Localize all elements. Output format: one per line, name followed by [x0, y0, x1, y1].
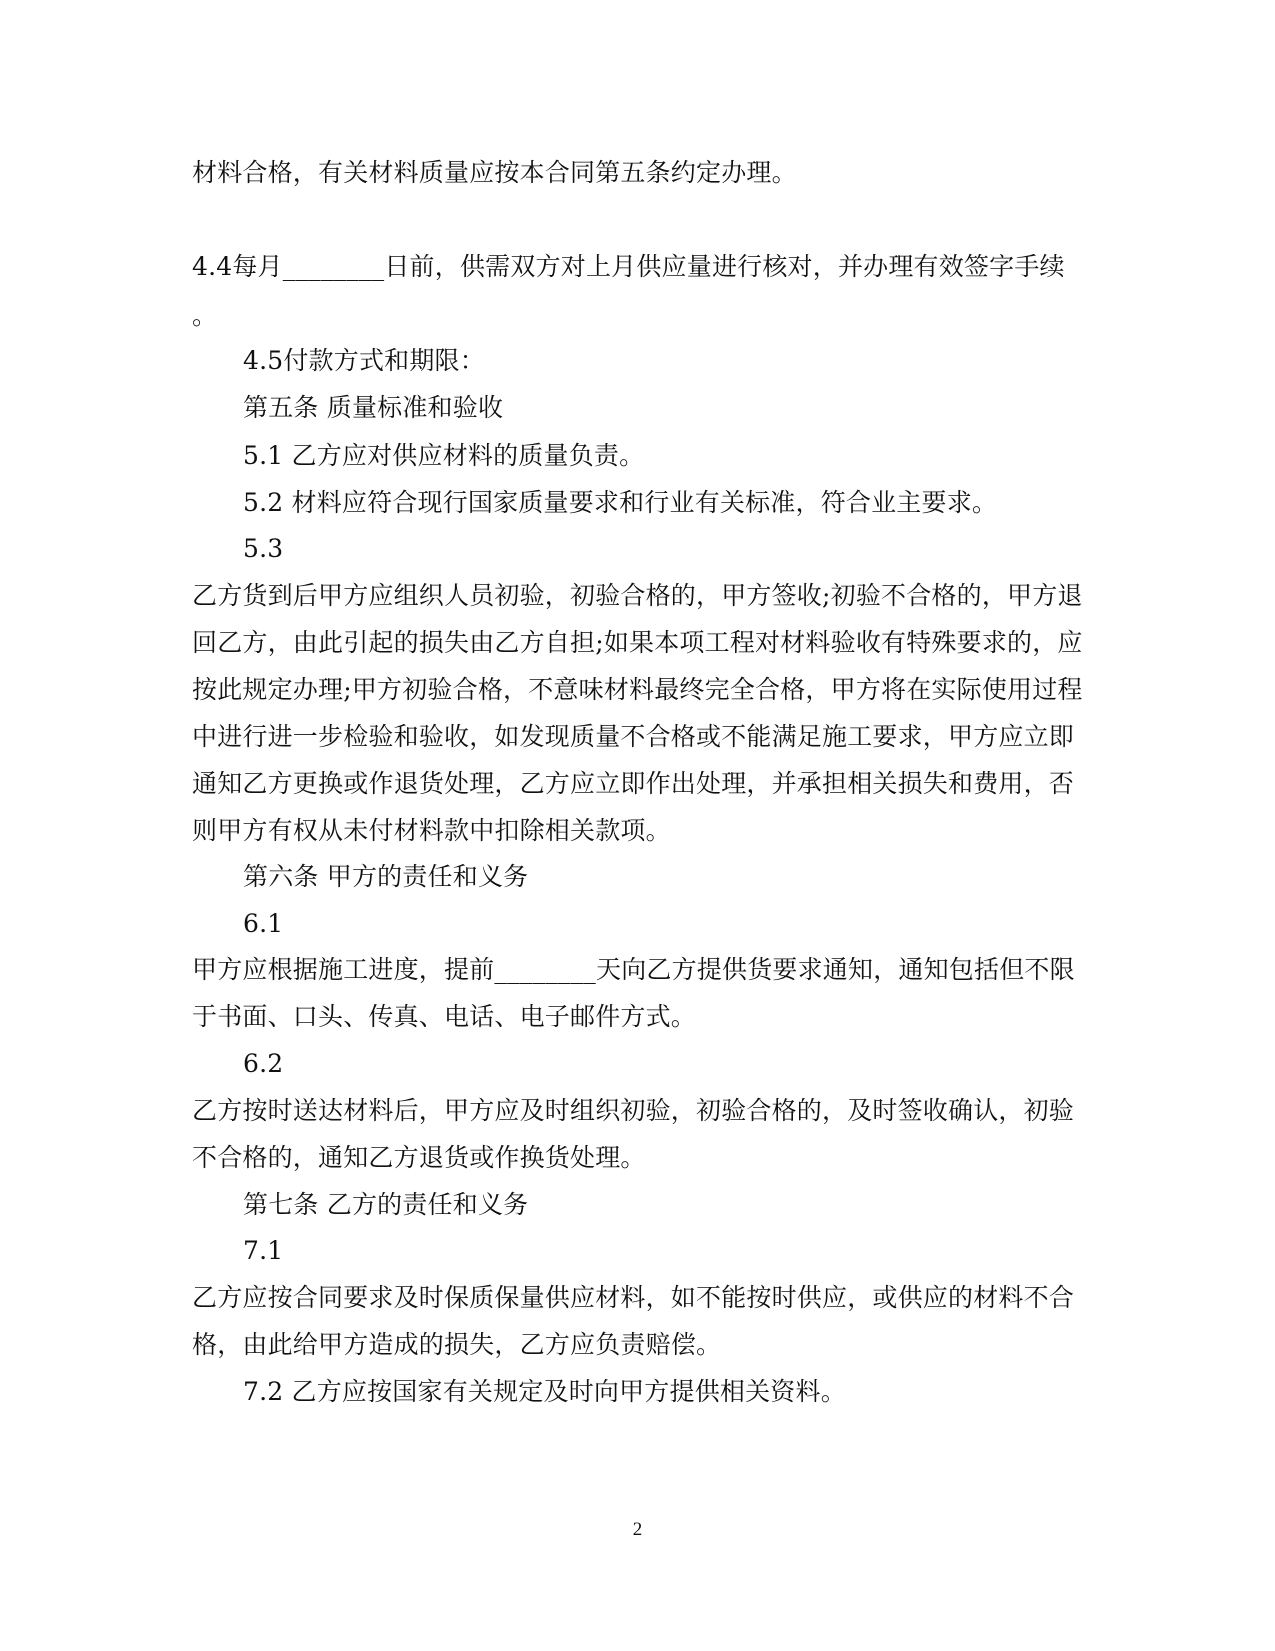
- text-line: 于书面、口头、传真、电话、电子邮件方式。: [192, 1002, 697, 1031]
- text-line: 格，由此给甲方造成的损失，乙方应负责赔偿。: [192, 1330, 722, 1359]
- text-line: 5.2 材料应符合现行国家质量要求和行业有关标准，符合业主要求。: [243, 488, 998, 517]
- clause-number: 5.3: [243, 534, 284, 563]
- text-line: 回乙方，由此引起的损失由乙方自担;如果本项工程对材料验收有特殊要求的，应: [192, 628, 1083, 657]
- page-number: 2: [632, 1519, 643, 1540]
- text-line: 乙方按时送达材料后，甲方应及时组织初验，初验合格的，及时签收确认，初验: [192, 1096, 1075, 1125]
- text-line: 4.5付款方式和期限：: [243, 346, 485, 375]
- text-line: 中进行进一步检验和验收，如发现质量不合格或不能满足施工要求，甲方应立即: [192, 722, 1075, 751]
- text-line: 4.4每月________日前，供需双方对上月供应量进行核对，并办理有效签字手续: [192, 252, 1065, 281]
- section-heading: 第六条 甲方的责任和义务: [243, 862, 529, 891]
- text-line: 则甲方有权从未付材料款中扣除相关款项。: [192, 816, 671, 845]
- text-line: 按此规定办理;甲方初验合格，不意味材料最终完全合格，甲方将在实际使用过程: [192, 675, 1083, 704]
- text-line: 5.1 乙方应对供应材料的质量负责。: [243, 441, 645, 470]
- text-line: 材料合格，有关材料质量应按本合同第五条约定办理。: [192, 158, 797, 187]
- section-heading: 第七条 乙方的责任和义务: [243, 1190, 529, 1219]
- text-line: 不合格的，通知乙方退货或作换货处理。: [192, 1143, 646, 1172]
- text-line: 7.2 乙方应按国家有关规定及时向甲方提供相关资料。: [243, 1377, 846, 1406]
- text-line: 乙方应按合同要求及时保质保量供应材料，如不能按时供应，或供应的材料不合: [192, 1283, 1075, 1312]
- text-line: 。: [192, 301, 218, 330]
- section-heading: 第五条 质量标准和验收: [243, 393, 504, 422]
- text-line: 甲方应根据施工进度，提前________天向乙方提供货要求通知，通知包括但不限: [192, 955, 1075, 984]
- text-line: 通知乙方更换或作退货处理，乙方应立即作出处理，并承担相关损失和费用，否: [192, 769, 1075, 798]
- text-line: 乙方货到后甲方应组织人员初验，初验合格的，甲方签收;初验不合格的，甲方退: [192, 581, 1083, 610]
- clause-number: 6.2: [243, 1049, 284, 1078]
- clause-number: 7.1: [243, 1236, 284, 1265]
- clause-number: 6.1: [243, 909, 284, 938]
